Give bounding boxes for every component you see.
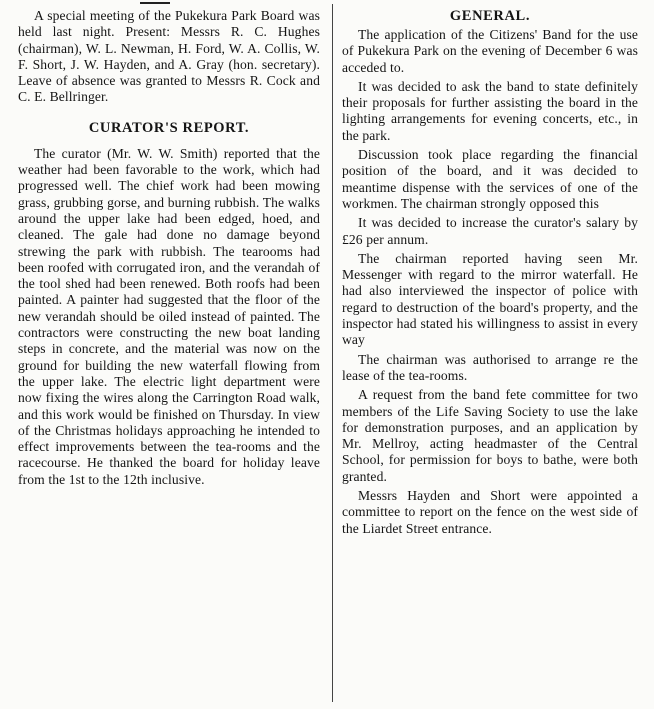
column-divider-rule bbox=[332, 4, 333, 702]
general-paragraph-fence-committee: Messrs Hayden and Short were appointed a committee to report on the fence on the west side of the Liardet Street entrance. bbox=[342, 488, 638, 536]
general-heading: GENERAL. bbox=[449, 8, 531, 24]
left-column bbox=[18, 8, 320, 488]
general-paragraph-curator-salary: It was decided to increase the curator's salary by £26 per annum. bbox=[342, 215, 638, 247]
general-paragraph-financial-position: Discussion took place regarding the financial position of the board, and it was decided to meantime dispense with the services of one of the workmen. The chairman strongly opposed this bbox=[342, 147, 638, 211]
general-paragraph-life-saving-request: A request from the band fete committee for two members of the Life Saving Society to use the lake for demonstration purposes, and an application by Mr. Mellroy, acting headmaster of the Central School, for permission for boys to bathe, were both granted. bbox=[342, 387, 638, 484]
meeting-intro-paragraph: A special meeting of the Pukekura Park Board was held last night. Present: Messrs R. C. Hughes (chairman), W. L. Newman, H. Ford, W. A. Collis, W. F. Short, J. W. Hayden, and A. Gray (hon. secretary). Leave of absence was granted to Messrs R. Cock and C. E. Bellringer. bbox=[18, 8, 320, 105]
general-paragraph-band-application: The application of the Citizens' Band for the use of Pukekura Park on the evening of December 6 was acceded to. bbox=[342, 27, 638, 75]
general-paragraph-tea-rooms-lease: The chairman was authorised to arrange re the lease of the tea-rooms. bbox=[342, 351, 638, 383]
top-divider-rule bbox=[140, 2, 170, 4]
right-column bbox=[342, 8, 638, 540]
curator-report-heading: CURATOR'S REPORT. bbox=[88, 119, 250, 136]
general-paragraph-mirror-waterfall: The chairman reported having seen Mr. Messenger with regard to the mirror waterfall. He had also interviewed the inspector of police with regard to destruction of the board's property, and the inspector had stated his willingness to assist in every way bbox=[342, 250, 638, 348]
general-paragraph-band-proposals: It was decided to ask the band to state definitely their proposals for further assisting the board in the lighting arrangements for evening concerts, etc., in the park. bbox=[342, 78, 638, 143]
curator-report-paragraph: The curator (Mr. W. W. Smith) reported that the weather had been favorable to the work, which had progressed well. The chief work had been mowing grass, grubbing gorse, and burning rubbish. The walks around the upper lake had been edged, hoed, and cleaned. The gale had done no damage beyond strewing the park with rubbish. The tearooms had been roofed with corrugated iron, and the verandah of the tool shed had been renewed. Both roofs had been painted. A painter had suggested that the floor of the new verandah should be oiled instead of painted. The contractors were constructing the new boat landing steps in concrete, and the material was now on the ground for building the new waterfall flowing from the upper lake. The electric light department were now fixing the wires along the Carrington Road walk, and this work would be finished on Thursday. In view of the Christmas holidays approaching he intended to effect improvements between the tea-rooms and the racecourse. He thanked the board for holiday leave from the 1st to the 12th inclusive. bbox=[18, 145, 320, 487]
